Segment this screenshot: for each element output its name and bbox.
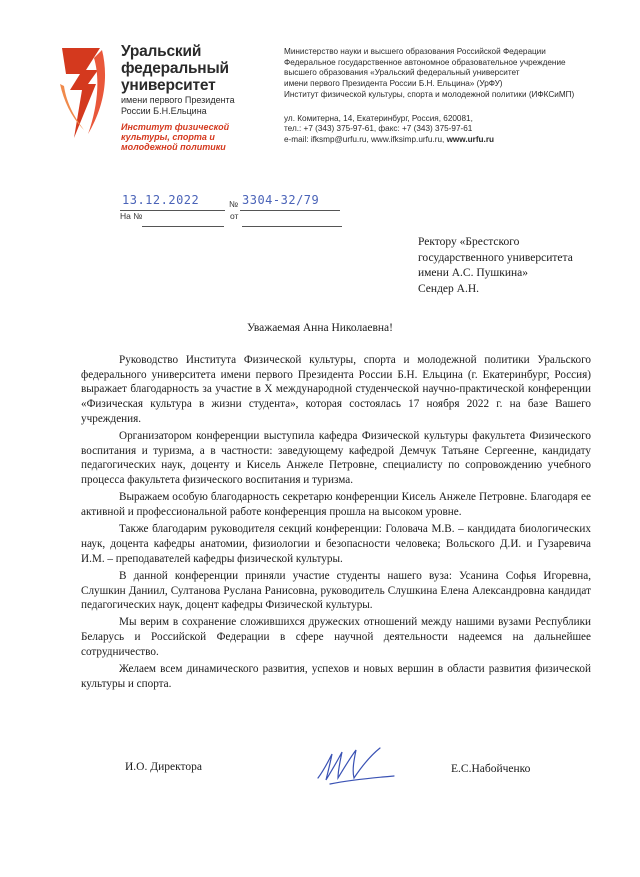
university-name-line: университет <box>121 77 216 94</box>
phone: тел.: +7 (343) 375-97-61, факс: +7 (343) 375-97-61 <box>284 124 473 134</box>
university-logo-text <box>121 43 271 152</box>
paragraph: Организатором конференции выступила кафедра Физической культуры факультета Физического воспитания и туризма, а в частности: заведующему кафедрой Демчук Татьяне Сергеенне, кандидату педагогических наук, доценту и Кисель Анжеле Петровне, специалисту по сопровождению учебного процесса факультета физического воспитания и туризма. <box>81 430 591 487</box>
institute-name-line: культуры, спорта и <box>121 132 215 142</box>
email-line: e-mail: ifksmp@urfu.ru, www.ifksimp.urfu.ru, <box>284 134 445 144</box>
paragraph: Мы верим в сохранение сложившихся дружеских отношений между нашими вузами Республики Беларусь и Российской Федерации в сфере научной деятельности надеемся на дальнейшее сотрудничество. <box>81 616 591 658</box>
university-name-line: федеральный <box>121 60 229 77</box>
ministry-line: Министерство науки и высшего образования Российской Федерации <box>284 47 546 56</box>
paragraph: Желаем всем динамического развития, успехов и новых вершин в области развития физической культуры и спорта. <box>81 663 591 690</box>
recipient-line: Сендер А.Н. <box>418 282 480 295</box>
university-name-line: Уральский <box>121 43 202 60</box>
contacts-line <box>284 135 614 146</box>
number-underline <box>240 210 340 211</box>
address: ул. Комитерна, 14, Екатеринбург, Россия, 620081, <box>284 113 473 123</box>
ministry-line: Институт физической культуры, спорта и молодежной политики (ИФКСиМП) <box>284 89 575 99</box>
university-name <box>121 43 271 94</box>
ministry-line: высшего образования «Уральский федеральный университет <box>284 68 520 78</box>
paragraph: Выражаем особую благодарность секретарю конференции Кисель Анжеле Петровне. Благодаря ее активной и профессиональной работе конференция прошла на высоком уровне. <box>81 491 591 519</box>
na-number-underline <box>142 226 224 227</box>
recipient-block <box>418 235 618 297</box>
institute-name <box>121 122 271 152</box>
handwritten-signature <box>310 740 410 790</box>
paragraph: Руководство Института Физической культуры, спорта и молодежной политики Уральского федерального университета имени первого Президента России Б.Н. Ельцина (г. Екатеринбург, Россия) выражает благодарность за участие в X международной студенческой научно-практической конференции «Физическая культура в жизни студента», которая состоялась 17 ноября 2022 г. на базе Вашего учреждения. <box>81 354 591 425</box>
number-label: № <box>229 199 239 209</box>
handwritten-number: 3304-32/79 <box>242 193 320 207</box>
ot-label: от <box>230 211 239 221</box>
ot-underline <box>242 226 342 227</box>
na-number-label: На № <box>120 211 143 221</box>
university-subtitle-line: России Б.Н.Ельцина <box>121 105 207 116</box>
signatory-name: Е.С.Набойченко <box>451 763 531 775</box>
university-subtitle-line: имени первого Президента <box>121 95 235 105</box>
signatory-title: И.О. Директора <box>125 761 203 773</box>
paragraph: В данной конференции приняли участие студенты нашего вуза: Усанина Софья Игоревна, Слушкин Даниил, Султанова Руслана Ранисовна, руководитель Слушкина Елена Александровна кандидат педагогических наук, доцент кафедры Физической культуры. <box>81 569 591 612</box>
paragraph: Также благодарим руководителя секций конференции: Головача М.В. – кандидата биологических наук, доцента кафедры анатомии, физиологии и безопасности человека; Вольского Д.И. и Гузаревича И.М. – преподавателей кафедры физической культуры. <box>81 523 591 565</box>
recipient-line: Ректору «Брестского <box>418 236 520 248</box>
letterhead-details <box>284 47 614 146</box>
urfu-logo-icon <box>58 44 114 142</box>
ministry-line: имени первого Президента России Б.Н. Ельцина» (УрФУ) <box>284 79 503 89</box>
website-link[interactable]: www.urfu.ru <box>446 134 495 144</box>
recipient-line: государственного университета <box>418 251 573 264</box>
institute-name-line: Институт физической <box>121 122 230 132</box>
recipient-line: имени А.С. Пушкина» <box>418 267 528 279</box>
letter-body <box>81 353 591 694</box>
ministry-line: Федеральное государственное автономное образовательное учреждение <box>284 57 566 67</box>
institute-name-line: молодежной политики <box>121 142 226 152</box>
handwritten-date: 13.12.2022 <box>122 193 200 207</box>
greeting: Уважаемая Анна Николаевна! <box>247 322 393 334</box>
university-subtitle <box>121 95 271 116</box>
